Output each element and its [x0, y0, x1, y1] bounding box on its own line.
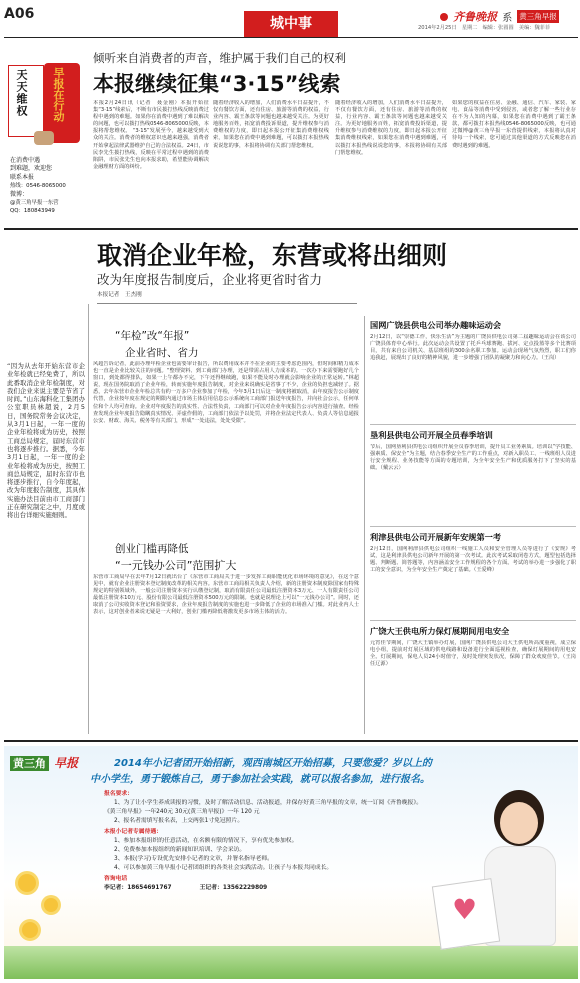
heart-icon: ♥: [452, 893, 478, 926]
section-1-title-2: 企业省时、省力: [125, 347, 199, 359]
page-header: [0, 0, 580, 36]
ad-reg-heading: 报名要求：: [104, 791, 133, 797]
section-2-body: 东营市工商局早在去年7月12日就出台了《东营市工商局关于进一步发挥工商职能优化市场环境的意见》，在这个意见中，就有企业注册资本登记制度改革的相关内容。东营市工商局相关负责人介绍，新的注册资本制度除国家有特殊规定的特别领域外，一般公司注册资本实行认缴登记制，取消有限责任公司最低注册资本3万元、一人有限责任公司最低注册资本10万元、股份有限公司最低注册资本500万元的限制。也就是说理论上可以“一元钱办公司”。同时，还取消了公司实收资本登记和验资要求，企业年度报告制度的实施也进一步降低了企业的市场准入门槛。对此业内人士表示，这对创业者来说无疑是一大利好，创业门槛再降低将激发更多市场主体的活力。: [93, 574, 359, 616]
ad-logo: [10, 752, 110, 772]
brief-3-title: 利津县供电公司开展新年安规第一考: [370, 532, 502, 542]
brand-badge: 黄三角早报: [519, 12, 557, 21]
page-number: A06: [4, 6, 35, 22]
rights-badge-b: 早报在行动: [44, 63, 80, 143]
article-2-headline: 取消企业年检，东营或将出细则: [97, 241, 448, 270]
article-1-col-4: 如果您的权益在住房、金融、通信、汽车、家装、家电、食品等消费中受到侵害，或者您了解一些行业存在不为人知的内幕，如果您在消费中遇到了霸王条款，都可拨打本报热线0546-8065000反映，也可通过微博@黄三角早报一东营提供线索，本报将认真对待每一个线索，您可通过其他渠道的方式反映您在消费时遇到的难题。: [452, 100, 576, 149]
brief-1-body: 2月12日，以“崇德工作，快乐生活”为主题的广饶县供电公司第二届趣味运动会在该公司广饶县体育中心举行。此次运动会共设置了托乒乓球赛跑、拔河、定点投篮等多个比赛项目，共有来自公司机关、基层班组的300余名职工参加。运动会现场气氛热烈，职工们你追我赶，展现出了良好的精神风貌，进一步增强了团队的凝聚力和向心力。（王岗）: [370, 334, 576, 362]
brand-logo-icon: [440, 13, 448, 21]
brief-3-body: 2月12日，国网利津县供电公司组织一线施工人员和安全管理人员等进行了《安规》考试，这是利津县供电公司新年开展的第一次考试。此次考试采取闭卷方式，题型包括选择题、判断题、简答题等，内容涵盖安全工作规程的各个方面。考试的举办进一步强化了职工的安全意识，为全年安全生产奠定了基础。（王爱峰）: [370, 546, 576, 574]
brief-3: [370, 532, 576, 616]
ad-contacts: 李记者：18654691767 王记者：13562229809: [104, 885, 268, 891]
ad-contact-label: 咨询电话: [104, 876, 128, 882]
article-1-col-3: 随着经济收入的增加，人们消费水平日益提升，不仅有餐饮方面，还有住房、旅游等消费的权益，行业内容、霸王条款等问题也越来越受关注。为更好地服务百姓，拓宽消费投诉渠道，提升维权参与消费维权的力度，即日起本报公开征集消费维权线索，如果您在消费中遇到难题，可以拨打本报热线说说您的事，本报将协调有关部门帮您维权。: [335, 100, 447, 156]
article-1-kicker: 倾听来自消费者的声音，维护属于我们自己的权利: [93, 51, 346, 65]
sunflower-icon: [44, 898, 58, 912]
ad-slogan-2: 中小学生，勇于锻炼自己，勇于参加社会实践，就可以报名参加，进行报名。: [90, 774, 430, 785]
fist-icon: [34, 131, 54, 145]
article-1-col-2: 随着经济收入的增加，人们消费水平日益提升，不仅有餐饮方面，还有住房、旅游等消费的权益，行业内容、霸王条款等问题也越来越受关注。为更好地服务百姓，拓宽消费投诉渠道，提升维权参与消费维权的力度，即日起本报公开征集消费维权线索，如果您在消费中遇到难题，可以拨打本报热线说说您的事，本报将协调有关部门帮您维权。: [213, 100, 329, 149]
section-2-title-1: 创业门槛再降低: [115, 543, 189, 555]
recruit-ad: [4, 746, 578, 979]
brief-2: [370, 430, 576, 522]
ad-logo-brand: 黄三角: [10, 756, 49, 771]
sunflower-icon: [18, 874, 36, 892]
brief-2-body: 节后，国网垦利县供电公司组织开展全员春季培训，提升员工业务素质。培训以“学技能、强素质、保安全”为主题，结合春季安全生产的工作重点，对新入职员工、一线班组人员进行安全规程、业务技能等方面的专题培训，为全年安全生产和优质服务打下了坚实的基础。（戴云云）: [370, 444, 576, 472]
child-photo: [452, 786, 574, 976]
section-1-title-1: “年检”改“年报”: [115, 330, 190, 342]
article-2-side-note: “因为从去年开始东营市企业年检就已经免费了，所以此番取消企业年检制度，对我们企业来说主要是节省了时间。”山东海科化工集团办公室职员林超说，2月5日，国务院常务会议决定，从3月1日起，一年一度的企业年检将成为历史，按照工商总局规定，届时东营市也将逐步推行。据悉，今年3月1日起，一年一度的企业年检将成为历史，按照工商总局规定，届时东营市也将逐步推行，自今年度起，改为年度报告制度，其具体实施办法目前由市工商部门正在研究制定之中，月度或将出台详细实施细则。: [7, 362, 85, 520]
brief-4-title: 广饶大王供电所力保灯展期间用电安全: [370, 626, 510, 636]
ad-body: 报名要求： 1、为了让小学生养成读报的习惯，及时了解活动信息、活动报道，并保存好黄三角早报的文章，统一订阅《齐鲁晚报》。 《黄三角早报》一年240元 30元(黄三角早报)》一年 120 元 2、报名者需填写报名表，上交两张1寸免冠照片。 本报小记者专属待遇： 1、参加本报组织的任意活动，在名额有限的情况下，享有优先参加权。 2、免费参加本报组织的新闻知识培训、学会采访。 3、本报(学习)专设优先安排小记者的文章，并署名指导老师。 4、可以参加黄三角早报小记者团组织的各类社会实践活动。让孩子与本报共同成长。 咨询电话 李记者：18654691767 王记者：13562229809: [104, 790, 444, 893]
sidebar-ad-lines: 在消费中遇 到难题，欢迎您 联系本报 热线：0546-8065000 微博： @黄三角早报一东营 QQ：180843949: [10, 157, 66, 215]
article-2-byline: 本报记者 王杰刚: [97, 292, 142, 298]
ad-slogan-1: 2014年小记者团开始招新，观西南城区开始招募，只要您爱？岁以上的: [114, 758, 432, 769]
article-1-col-1: 本报2月24日讯（记者 聂金刚）本报开始征集“3·15”线索后，不断有市民拨打热线反映消费过程中遇到的难题。如果你在消费中遇到了难以解决的问题，也可以拨打热线0546-8065000反映，本报将帮您维权。 “3·15”发展至今，越来越受到大众的关注。消费者的维权意识也越来越强，消费者开始拿起法律武器维护自己的合法权益。24日，市民李先生拨打热线，反映在平常过程中遇到的消费陷阱，市民张先生也向本报求助，希望能协调解决金融理财方面的纠纷。: [93, 100, 209, 170]
brief-1-title: 国网广饶县供电公司举办趣味运动会: [370, 320, 502, 330]
brand: [440, 6, 578, 24]
ad-benefit-heading: 本报小记者专属待遇：: [104, 829, 162, 835]
ad-logo-word: 早报: [54, 756, 79, 770]
article-1-headline: 本报继续征集“3·15”线索: [93, 72, 341, 96]
section-1-body: 风超告诉记者，此前办理年检企业也需要审计报告，所以费用成本并不在企业的主要考虑范围内，但时间和精力成本也一直是企业比较关注的问题。“整理资料、到工商部门办理，还是带需占用人力成本的。一次办下来需要跑好几个窗口，到处都得排队，如果一上午都办不完，下午还得继续跑，如果不能及时办理就会影响企业的正常运转。”林超说，现在国务院取消了企业年检，转而实施年度报告制度，对企业来说确实是省事了不少，企业的负担也减轻了。据悉，去年东营市企业年检总共有约一万多户企业参加了年检，今年3月1日后这一制度将被取消，由年度报告公示制度代替，企业按年度在规定的期限内通过市场主体信用信息公示系统向工商部门报送年度报告，并向社会公示，任何单位和个人均可查询。企业对年度报告的真实性、合法性负责，工商部门可以对企业年度报告公示内容进行抽查。经检查发现企业年度报告隐瞒真实情况、弄虚作假的，工商部门依法予以处罚，并将企业法定代表人、负责人等信息通报公安、财政、海关、税务等有关部门，形成“一处违法，处处受限”。: [93, 361, 359, 424]
sunflower-icon: [22, 922, 38, 938]
brief-1: [370, 320, 576, 420]
rights-badge-a: 天天维权: [8, 65, 44, 137]
sidebar-ad: [4, 59, 86, 223]
child-face: [500, 802, 538, 844]
brief-2-title: 垦利县供电公司开展全员春季培训: [370, 430, 493, 440]
article-2-subhead: 改为年度报告制度后，企业将更省时省力: [97, 272, 323, 287]
brand-suffix: 系: [502, 13, 513, 24]
section-tab: [244, 11, 338, 37]
section-title: 城中事: [270, 16, 312, 32]
brief-4: [370, 626, 576, 734]
date-line: 2014年2月25日 星期二 编辑：张圆圆 美编：魏菲菲: [418, 25, 551, 31]
section-2-title-2: “一元钱办公司”范围扩大: [115, 559, 237, 572]
brand-logo: 齐鲁晚报: [453, 10, 498, 24]
brief-4-body: 元宵佳节期间，广饶大王镇举办灯展，国网广饶县供电公司大王供电所高度重视，成立保电小组，提前对灯展区域的供电线路和设备进行全面巡视检查，确保灯展期间的用电安全。灯展期间，保电人员24小时值守，及时处理突发状况，保障了群众欢度佳节。（王岗 任辽源）: [370, 640, 576, 668]
